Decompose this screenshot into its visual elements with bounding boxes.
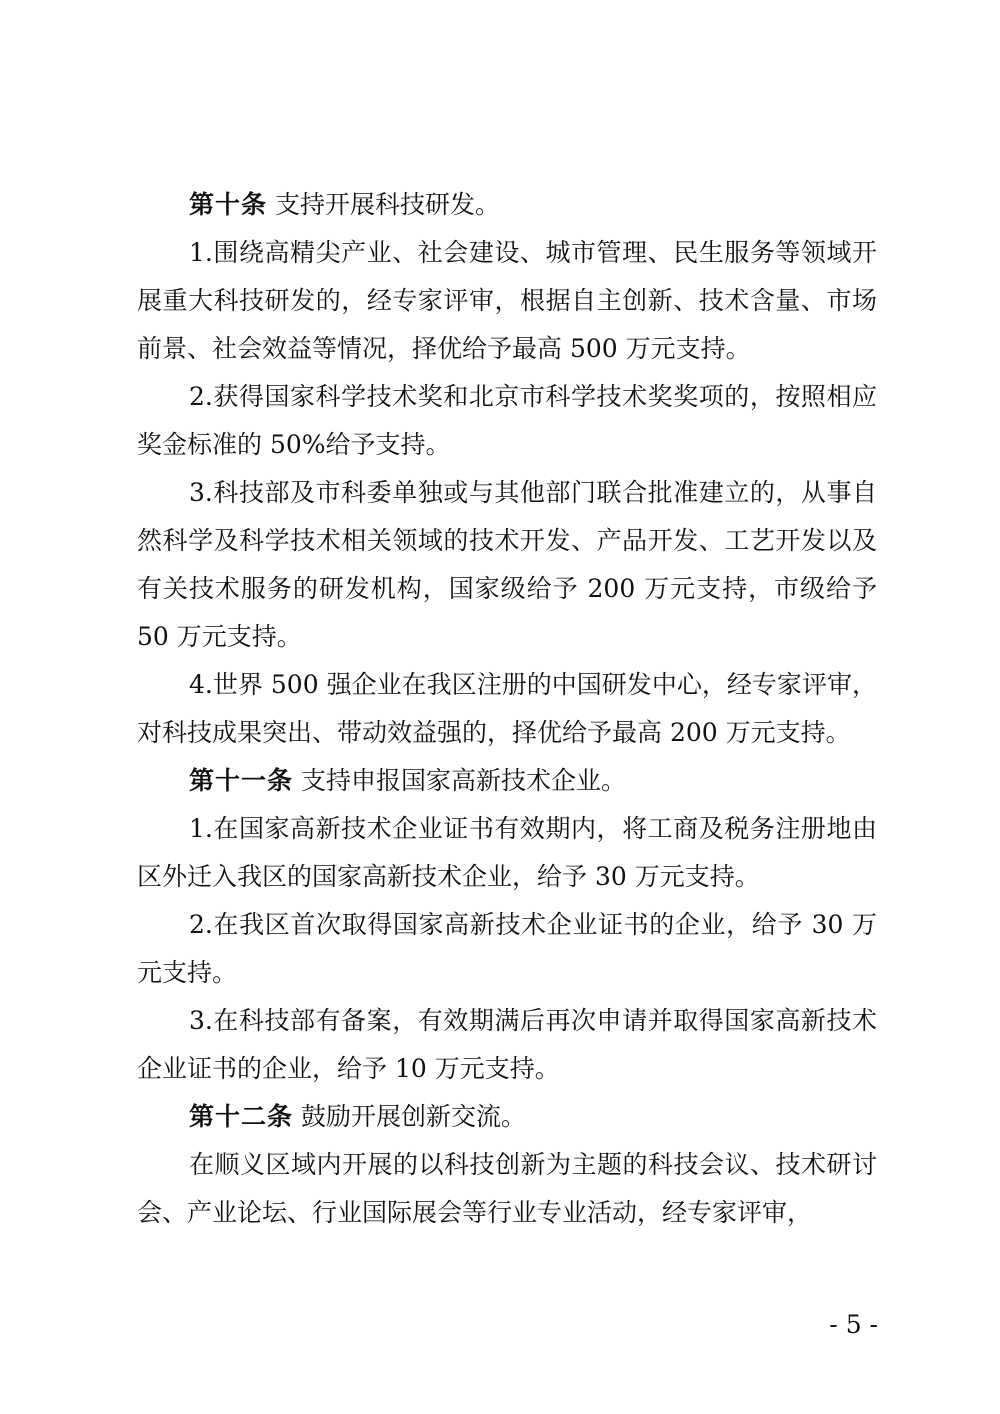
article-10-item-4 (137, 661, 877, 757)
article-10-item-2 (137, 373, 877, 469)
article-heading: 第十二条 (189, 1102, 294, 1131)
paragraph-text: 2.获得国家科学技术奖和北京市科学技术奖奖项的，按照相应奖金标准的 50%给予支持。 (137, 382, 877, 459)
paragraph-text: 3.科技部及市科委单独或与其他部门联合批准建立的，从事自然科学及科学技术相关领域的技术开发、产品开发、工艺开发以及有关技术服务的研发机构，国家级给予 200 万元支持，市级给予 50 万元支持。 (137, 478, 877, 651)
article-heading: 第十条 (189, 190, 268, 219)
article-11-item-3 (137, 997, 877, 1093)
article-12-body (137, 1141, 877, 1237)
paragraph-text: 4.世界 500 强企业在我区注册的中国研发中心，经专家评审，对科技成果突出、带动效益强的，择优给予最高 200 万元支持。 (137, 670, 877, 747)
paragraph-text: 在顺义区域内开展的以科技创新为主题的科技会议、技术研讨会、产业论坛、行业国际展会等行业专业活动，经专家评审， (137, 1150, 877, 1227)
paragraph-text: 1.在国家高新技术企业证书有效期内，将工商及税务注册地由区外迁入我区的国家高新技术企业，给予 30 万元支持。 (137, 814, 877, 891)
paragraph-text: 2.在我区首次取得国家高新技术企业证书的企业，给予 30 万元支持。 (137, 910, 877, 987)
document-body (137, 181, 877, 1237)
article-11-item-2 (137, 901, 877, 997)
article-11-heading-paragraph (137, 757, 877, 805)
article-12-heading-paragraph (137, 1093, 877, 1141)
article-10-item-1 (137, 229, 877, 373)
article-title: 鼓励开展创新交流。 (293, 1102, 526, 1131)
article-heading: 第十一条 (189, 766, 294, 795)
paragraph-text: 3.在科技部有备案，有效期满后再次申请并取得国家高新技术企业证书的企业，给予 10 万元支持。 (137, 1006, 877, 1083)
page-number: - 5 - (829, 1310, 878, 1339)
article-10-heading-paragraph (137, 181, 877, 229)
article-title: 支持开展科技研发。 (267, 190, 500, 219)
paragraph-text: 1.围绕高精尖产业、社会建设、城市管理、民生服务等领域开展重大科技研发的，经专家评审，根据自主创新、技术含量、市场前景、社会效益等情况，择优给予最高 500 万元支持。 (137, 238, 877, 363)
article-title: 支持申报国家高新技术企业。 (293, 766, 626, 795)
article-11-item-1 (137, 805, 877, 901)
article-10-item-3 (137, 469, 877, 661)
